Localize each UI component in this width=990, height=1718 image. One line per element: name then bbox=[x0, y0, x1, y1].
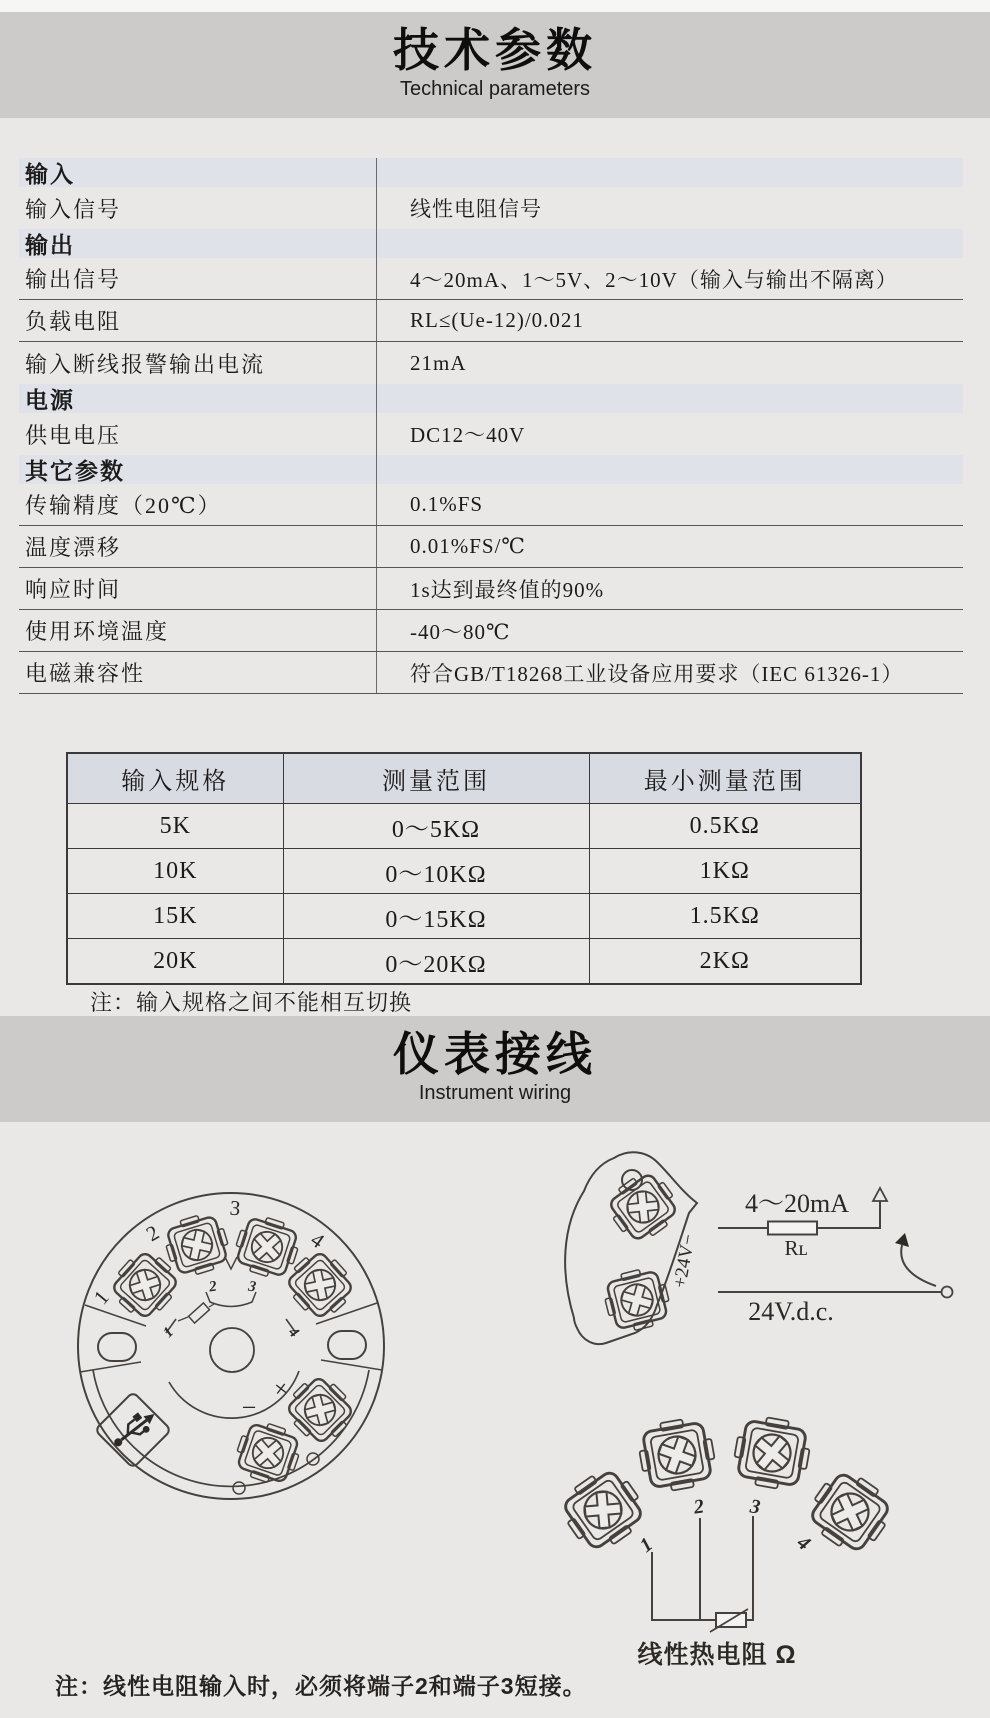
adjust-arrow-curve bbox=[901, 1245, 936, 1286]
spec-section-header bbox=[19, 229, 963, 258]
schematic-num-2: 2 bbox=[208, 1278, 218, 1296]
page-title: 技术参数 bbox=[393, 24, 597, 76]
spec-row-value: 1s达到最终值的90% bbox=[410, 577, 605, 602]
head-top-notch bbox=[225, 1257, 237, 1269]
range-table-cell: 0～10KΩ bbox=[283, 849, 589, 894]
range-table-note: 注：输入规格之间不能相互切换 bbox=[90, 990, 413, 1015]
range-table-cell: 1KΩ bbox=[589, 849, 861, 894]
range-table-row bbox=[67, 894, 861, 939]
current-loop-circuit bbox=[718, 1188, 953, 1326]
sensor-terminal-4 bbox=[801, 1463, 900, 1561]
range-table-cell: 5K bbox=[67, 804, 283, 849]
wiring-note: 注：线性电阻输入时，必须将端子2和端子3短接。 bbox=[55, 1673, 587, 1699]
sensor-label-2: 2 bbox=[692, 1495, 706, 1519]
head-label-1: 1 bbox=[88, 1285, 114, 1310]
spec-row-value: 线性电阻信号 bbox=[410, 197, 542, 221]
spec-row bbox=[19, 568, 963, 610]
spec-row-value: 4～20mA、1～5V、2～10V（输入与输出不隔离） bbox=[410, 267, 898, 292]
screw-terminal-4 bbox=[279, 1244, 361, 1326]
range-table-cell: 0～15KΩ bbox=[283, 894, 589, 939]
spec-row bbox=[19, 652, 963, 694]
spec-row bbox=[19, 610, 963, 652]
wiring-subtitle: Instrument wiring bbox=[418, 1081, 572, 1104]
mount-slot-right bbox=[328, 1331, 366, 1359]
range-table-row bbox=[67, 804, 861, 849]
range-table-cell: 15K bbox=[67, 894, 283, 939]
range-table-cell: 1.5KΩ bbox=[589, 894, 861, 939]
spec-row-label: 电磁兼容性 bbox=[25, 661, 146, 686]
polarity-plus-label: + bbox=[266, 1372, 296, 1405]
spec-list bbox=[19, 158, 963, 694]
spec-row-label: 传输精度（20℃） bbox=[25, 493, 222, 518]
spec-row-label: 供电电压 bbox=[25, 422, 122, 448]
head-outline bbox=[78, 1193, 384, 1499]
spec-row-value: 21mA bbox=[410, 350, 467, 375]
sensor-caption: 线性热电阻 Ω bbox=[637, 1641, 797, 1669]
spec-row bbox=[19, 526, 963, 568]
supply-label: 24V.d.c. bbox=[748, 1297, 834, 1326]
range-table-cell: 2KΩ bbox=[589, 939, 861, 985]
spec-row bbox=[19, 342, 963, 384]
range-table-header-cell: 最小测量范围 bbox=[589, 753, 861, 804]
range-table-row bbox=[67, 939, 861, 985]
range-table-cell: 0～5KΩ bbox=[283, 804, 589, 849]
spec-section-label: 电源 bbox=[25, 388, 75, 413]
spec-row-value: DC12～40V bbox=[410, 423, 526, 447]
spec-row-value: 0.01%FS/℃ bbox=[410, 534, 526, 558]
spec-row-label: 输出信号 bbox=[25, 267, 122, 292]
head-label-4: 4 bbox=[306, 1227, 329, 1254]
terminal-head-diagram bbox=[78, 1193, 384, 1499]
spec-row bbox=[19, 413, 963, 455]
instrument-wiring-header bbox=[0, 1016, 990, 1122]
spec-row bbox=[19, 300, 963, 342]
sensor-wires bbox=[652, 1516, 753, 1620]
spec-row-label: 温度漂移 bbox=[25, 535, 122, 560]
sensor-terminal-3 bbox=[730, 1413, 814, 1493]
technical-parameters-header bbox=[0, 12, 990, 118]
load-resistor bbox=[768, 1222, 817, 1235]
schematic-num-4: 4 bbox=[284, 1324, 302, 1342]
range-table-row bbox=[67, 849, 861, 894]
load-resistor-label: Rʟ bbox=[784, 1236, 808, 1260]
schematic-resistor bbox=[189, 1303, 210, 1323]
mount-slot-left bbox=[98, 1333, 136, 1361]
head-label-2: 2 bbox=[141, 1220, 164, 1247]
sensor-wiring-diagram bbox=[554, 1413, 900, 1669]
range-table-cell: 10K bbox=[67, 849, 283, 894]
screw-terminal-2 bbox=[160, 1209, 234, 1280]
input-range-table bbox=[66, 752, 862, 985]
spec-section-label: 输入 bbox=[25, 162, 75, 187]
range-table-cell: 0.5KΩ bbox=[589, 804, 861, 849]
sensor-terminal-2 bbox=[635, 1415, 719, 1495]
wiring-diagrams bbox=[0, 1122, 990, 1718]
page-subtitle: Technical parameters bbox=[399, 77, 591, 100]
spec-row-value: 符合GB/T18268工业设备应用要求（IEC 61326-1） bbox=[410, 661, 904, 686]
range-table-cell: 0～20KΩ bbox=[283, 939, 589, 985]
head-center-hole bbox=[210, 1328, 254, 1372]
spec-section-label: 其它参数 bbox=[25, 459, 125, 484]
screw-terminal-3 bbox=[230, 1211, 304, 1283]
supply-node bbox=[942, 1287, 953, 1298]
polarity-minus-label: − bbox=[241, 1393, 257, 1422]
schematic-num-3: 3 bbox=[247, 1278, 257, 1296]
sensor-label-3: 3 bbox=[748, 1495, 762, 1519]
spec-row-label: 输入断线报警输出电流 bbox=[25, 351, 266, 377]
sensor-terminal-1 bbox=[554, 1461, 653, 1559]
spec-row bbox=[19, 187, 963, 229]
spec-row-label: 负载电阻 bbox=[25, 309, 122, 334]
sensor-label-4: 4 bbox=[792, 1531, 815, 1555]
arrow-up bbox=[873, 1188, 887, 1201]
head-pin-hole-a bbox=[233, 1482, 245, 1494]
spec-section-header bbox=[19, 158, 963, 187]
current-range-label: 4～20mA bbox=[744, 1189, 850, 1218]
spec-row-label: 响应时间 bbox=[25, 577, 122, 602]
module-terminal-minus bbox=[600, 1264, 674, 1335]
spec-section-header bbox=[19, 384, 963, 413]
spec-row-value: RL≤(Ue-12)/0.021 bbox=[410, 308, 584, 332]
spec-row-label: 输入信号 bbox=[25, 196, 122, 222]
loop-module-diagram bbox=[565, 1152, 700, 1344]
schematic-num-1: 1 bbox=[160, 1324, 178, 1342]
adjust-arrow-head bbox=[895, 1233, 909, 1247]
spec-row-label: 使用环境温度 bbox=[25, 619, 170, 644]
screw-terminal-minus bbox=[231, 1417, 306, 1490]
range-table-header-cell: 测量范围 bbox=[283, 753, 589, 804]
range-table-header-cell: 输入规格 bbox=[67, 753, 283, 804]
spec-section-label: 输出 bbox=[25, 233, 75, 258]
wiring-title: 仪表接线 bbox=[393, 1028, 597, 1080]
range-table-cell: 20K bbox=[67, 939, 283, 985]
sensor-label-1: 1 bbox=[635, 1533, 658, 1557]
spec-row bbox=[19, 258, 963, 300]
spec-section-header bbox=[19, 455, 963, 484]
spec-row-value: -40～80℃ bbox=[410, 619, 511, 644]
spec-row-value: 0.1%FS bbox=[410, 492, 484, 516]
spec-row bbox=[19, 484, 963, 526]
head-label-3: 3 bbox=[228, 1195, 242, 1221]
module-polarity-label: +24V− bbox=[669, 1232, 700, 1290]
range-table-header-row bbox=[67, 753, 861, 804]
top-strip bbox=[0, 0, 990, 12]
